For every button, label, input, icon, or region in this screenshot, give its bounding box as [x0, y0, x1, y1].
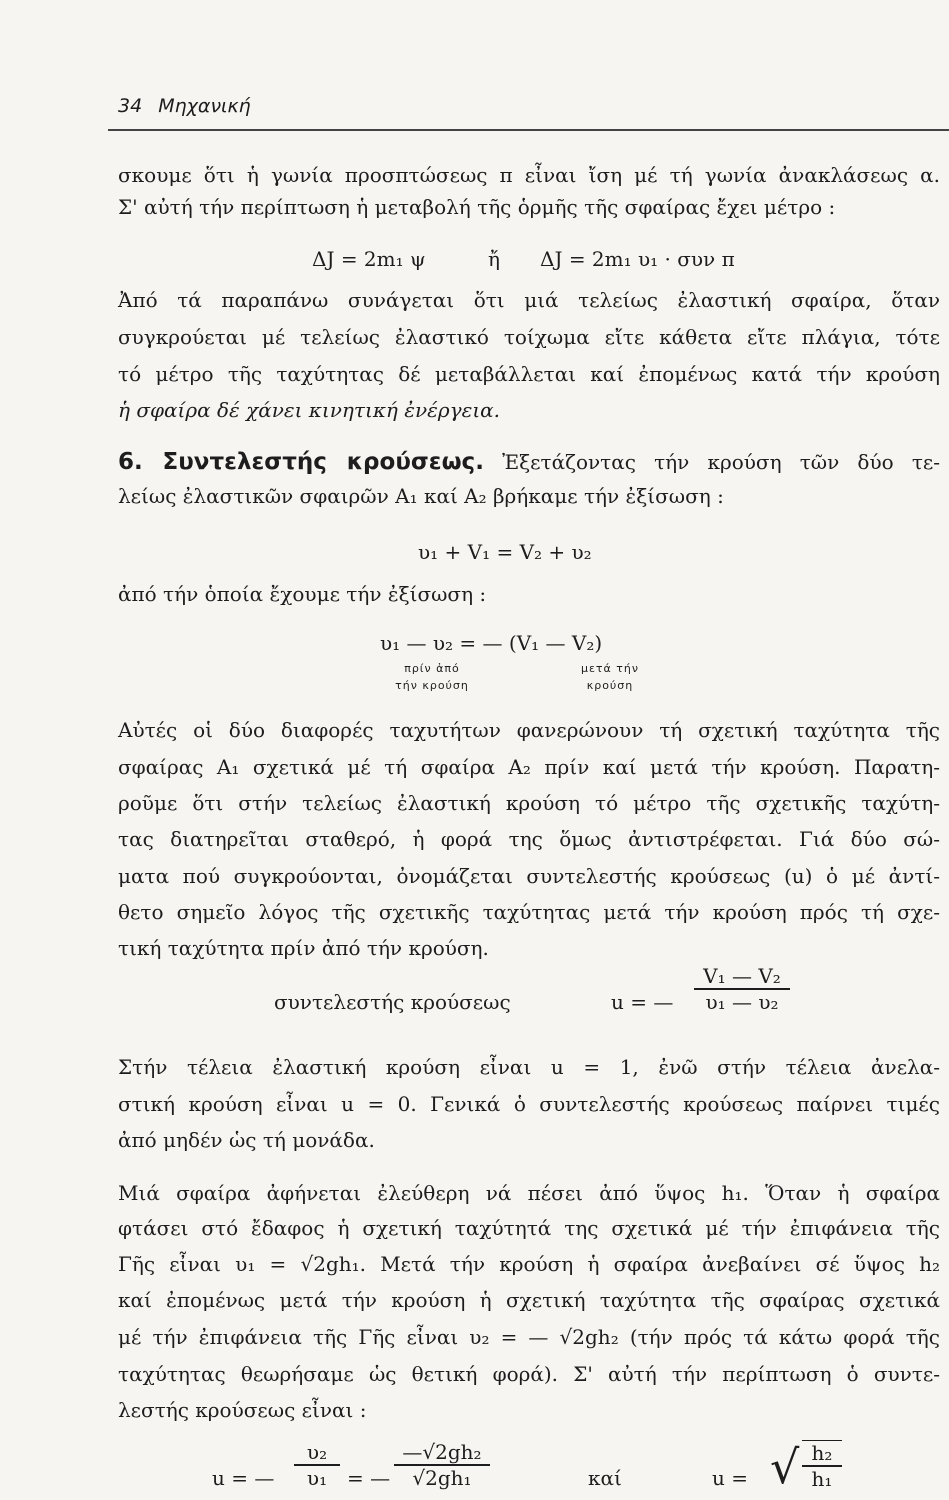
fraction-numerator: υ₂	[306, 1440, 328, 1464]
coefficient-fraction	[694, 964, 790, 1014]
text-line: Αὐτές οἱ δύο διαφορές ταχυτήτων φανερώνουν τή σχετική ταχύτητα τῆς	[118, 718, 940, 742]
sqrt-icon: √	[770, 1440, 800, 1494]
eq5-fraction-1	[294, 1440, 340, 1490]
text-line: συγκρούεται μέ τελείως ἐλαστικό τοίχωμα εἴτε κάθετα εἴτε πλάγια, τότε	[118, 325, 940, 349]
text-line: μέ τήν ἐπιφάνεια τῆς Γῆς εἶναι υ₂ = — √2gh₂ (τήν πρός τά κάτω φορά τῆς	[118, 1325, 940, 1349]
text-line: λείως ἐλαστικῶν σφαιρῶν A₁ καί A₂ βρήκαμε τήν ἐξίσωση :	[118, 484, 724, 508]
text-line: ἡ σφαίρα δέ χάνει κινητική ἐνέργεια.	[118, 398, 501, 422]
text-line: ταχύτητας θεωρήσαμε ὡς θετική φορά). Σ' αὐτή τήν περίπτωση ὁ συντε-	[118, 1362, 940, 1386]
label-before	[372, 662, 492, 692]
text-line: ροῦμε ὅτι στήν τελείως ἐλαστική κρούση τό μέτρο τῆς σχετικῆς ταχύτη-	[118, 791, 940, 815]
text-line: ἀπό μηδέν ὡς τή μονάδα.	[118, 1128, 375, 1152]
eq5-fraction-2	[394, 1440, 490, 1490]
coefficient-label: συντελεστής κρούσεως	[274, 990, 511, 1014]
eq5-fraction-3	[802, 1440, 842, 1491]
text-line: Ἐξετάζοντας τήν κρούση τῶν δύο τε-	[502, 450, 940, 474]
page-number: 34	[118, 95, 143, 117]
text-line: φτάσει στό ἔδαφος ἡ σχετική ταχύτητά της σχετικά μέ τήν ἐπιφάνεια τῆς	[118, 1216, 940, 1240]
fraction-denominator: υ₁	[306, 1465, 328, 1490]
eq5-lhs-2: u =	[712, 1466, 748, 1490]
text-line: θετο σημεῖο λόγος τῆς σχετικῆς ταχύτητας μετά τήν κρούση πρός τή σχε-	[118, 900, 940, 924]
text-line: Γῆς εἶναι υ₁ = √2gh₁. Μετά τήν κρούση ἡ σφαίρα ἀνεβαίνει σέ ὕψος h₂	[118, 1252, 940, 1276]
fraction-denominator: h₁	[811, 1466, 833, 1491]
fraction-numerator: —√2gh₂	[402, 1440, 482, 1464]
label-after-line: μετά τήν	[580, 662, 640, 675]
text-line: τό μέτρο τῆς ταχύτητας δέ μεταβάλλεται καί ἐπομένως κατά τήν κρούση	[118, 362, 940, 386]
label-before-line: τήν κρούση	[395, 679, 469, 692]
section-heading: 6. Συντελεστής κρούσεως.	[118, 449, 484, 475]
fraction-numerator: h₂	[811, 1441, 833, 1465]
header-rule	[108, 129, 949, 131]
text-line: στική κρούση εἶναι u = 0. Γενικά ὁ συντελεστής κρούσεως παίρνει τιμές	[118, 1092, 940, 1116]
equation-dj-2: ΔJ = 2m₁ υ₁ · συν π	[540, 247, 735, 271]
coefficient-lhs: u = —	[611, 990, 674, 1014]
text-line: τας διατηρεῖται σταθερό, ἡ φορά της ὅμως ἀντιστρέφεται. Γιά δύο σώ-	[118, 827, 940, 851]
equation-relative-velocity: υ₁ — υ₂ = — (V₁ — V₂)	[380, 631, 603, 655]
label-after	[540, 662, 680, 692]
text-line: καί ἐπομένως μετά τήν κρούση ἡ σχετική ταχύτητα τῆς σφαίρας σχετικά	[118, 1288, 940, 1312]
eq5-equals-minus: = —	[347, 1466, 391, 1490]
section-heading-line	[118, 449, 940, 475]
fraction-denominator: √2gh₁	[412, 1465, 472, 1490]
text-line: ἀπό τήν ὁποία ἔχουμε τήν ἐξίσωση :	[118, 582, 487, 606]
text-line: Ἀπό τά παραπάνω συνάγεται ὅτι μιά τελείως ἐλαστική σφαίρα, ὅταν	[118, 288, 940, 312]
fraction-denominator: υ₁ — υ₂	[705, 989, 779, 1014]
text-line: Μιά σφαίρα ἀφήνεται ἐλεύθερη νά πέσει ἀπό ὕψος h₁. Ὅταν ἡ σφαίρα	[118, 1181, 940, 1205]
equation-dj-1: ΔJ = 2m₁ ψ	[312, 247, 426, 271]
text-line: ματα πού συγκρούονται, ὀνομάζεται συντελεστής κρούσεως (u) ὁ μέ ἀντί-	[118, 864, 940, 888]
text-line: Στήν τέλεια ἐλαστική κρούση εἶναι u = 1, ἐνῶ στήν τέλεια ἀνελα-	[118, 1055, 940, 1079]
label-before-line: πρίν ἀπό	[404, 662, 460, 675]
text-line: τική ταχύτητα πρίν ἀπό τήν κρούση.	[118, 936, 489, 960]
eq5-lhs: u = —	[212, 1466, 275, 1490]
equation-momentum: υ₁ + V₁ = V₂ + υ₂	[418, 540, 592, 564]
text-line: σφαίρας A₁ σχετικά μέ τή σφαίρα A₂ πρίν καί μετά τήν κρούση. Παρατη-	[118, 755, 940, 779]
fraction-numerator: V₁ — V₂	[703, 964, 781, 988]
text-line: λεστής κρούσεως εἶναι :	[118, 1398, 367, 1422]
text-line: Σ' αὐτή τήν περίπτωση ἡ μεταβολή τῆς ὁρμῆς τῆς σφαίρας ἔχει μέτρο :	[118, 195, 836, 219]
page-header	[118, 95, 251, 117]
text-line: σκουμε ὅτι ἡ γωνία προσπτώσεως π εἶναι ἴση μέ τή γωνία ἀνακλάσεως α.	[118, 163, 940, 187]
label-after-line: κρούση	[586, 679, 634, 692]
section-title: Μηχανική	[158, 95, 251, 117]
eq5-and: καί	[588, 1466, 622, 1490]
equation-or: ἤ	[488, 247, 500, 271]
